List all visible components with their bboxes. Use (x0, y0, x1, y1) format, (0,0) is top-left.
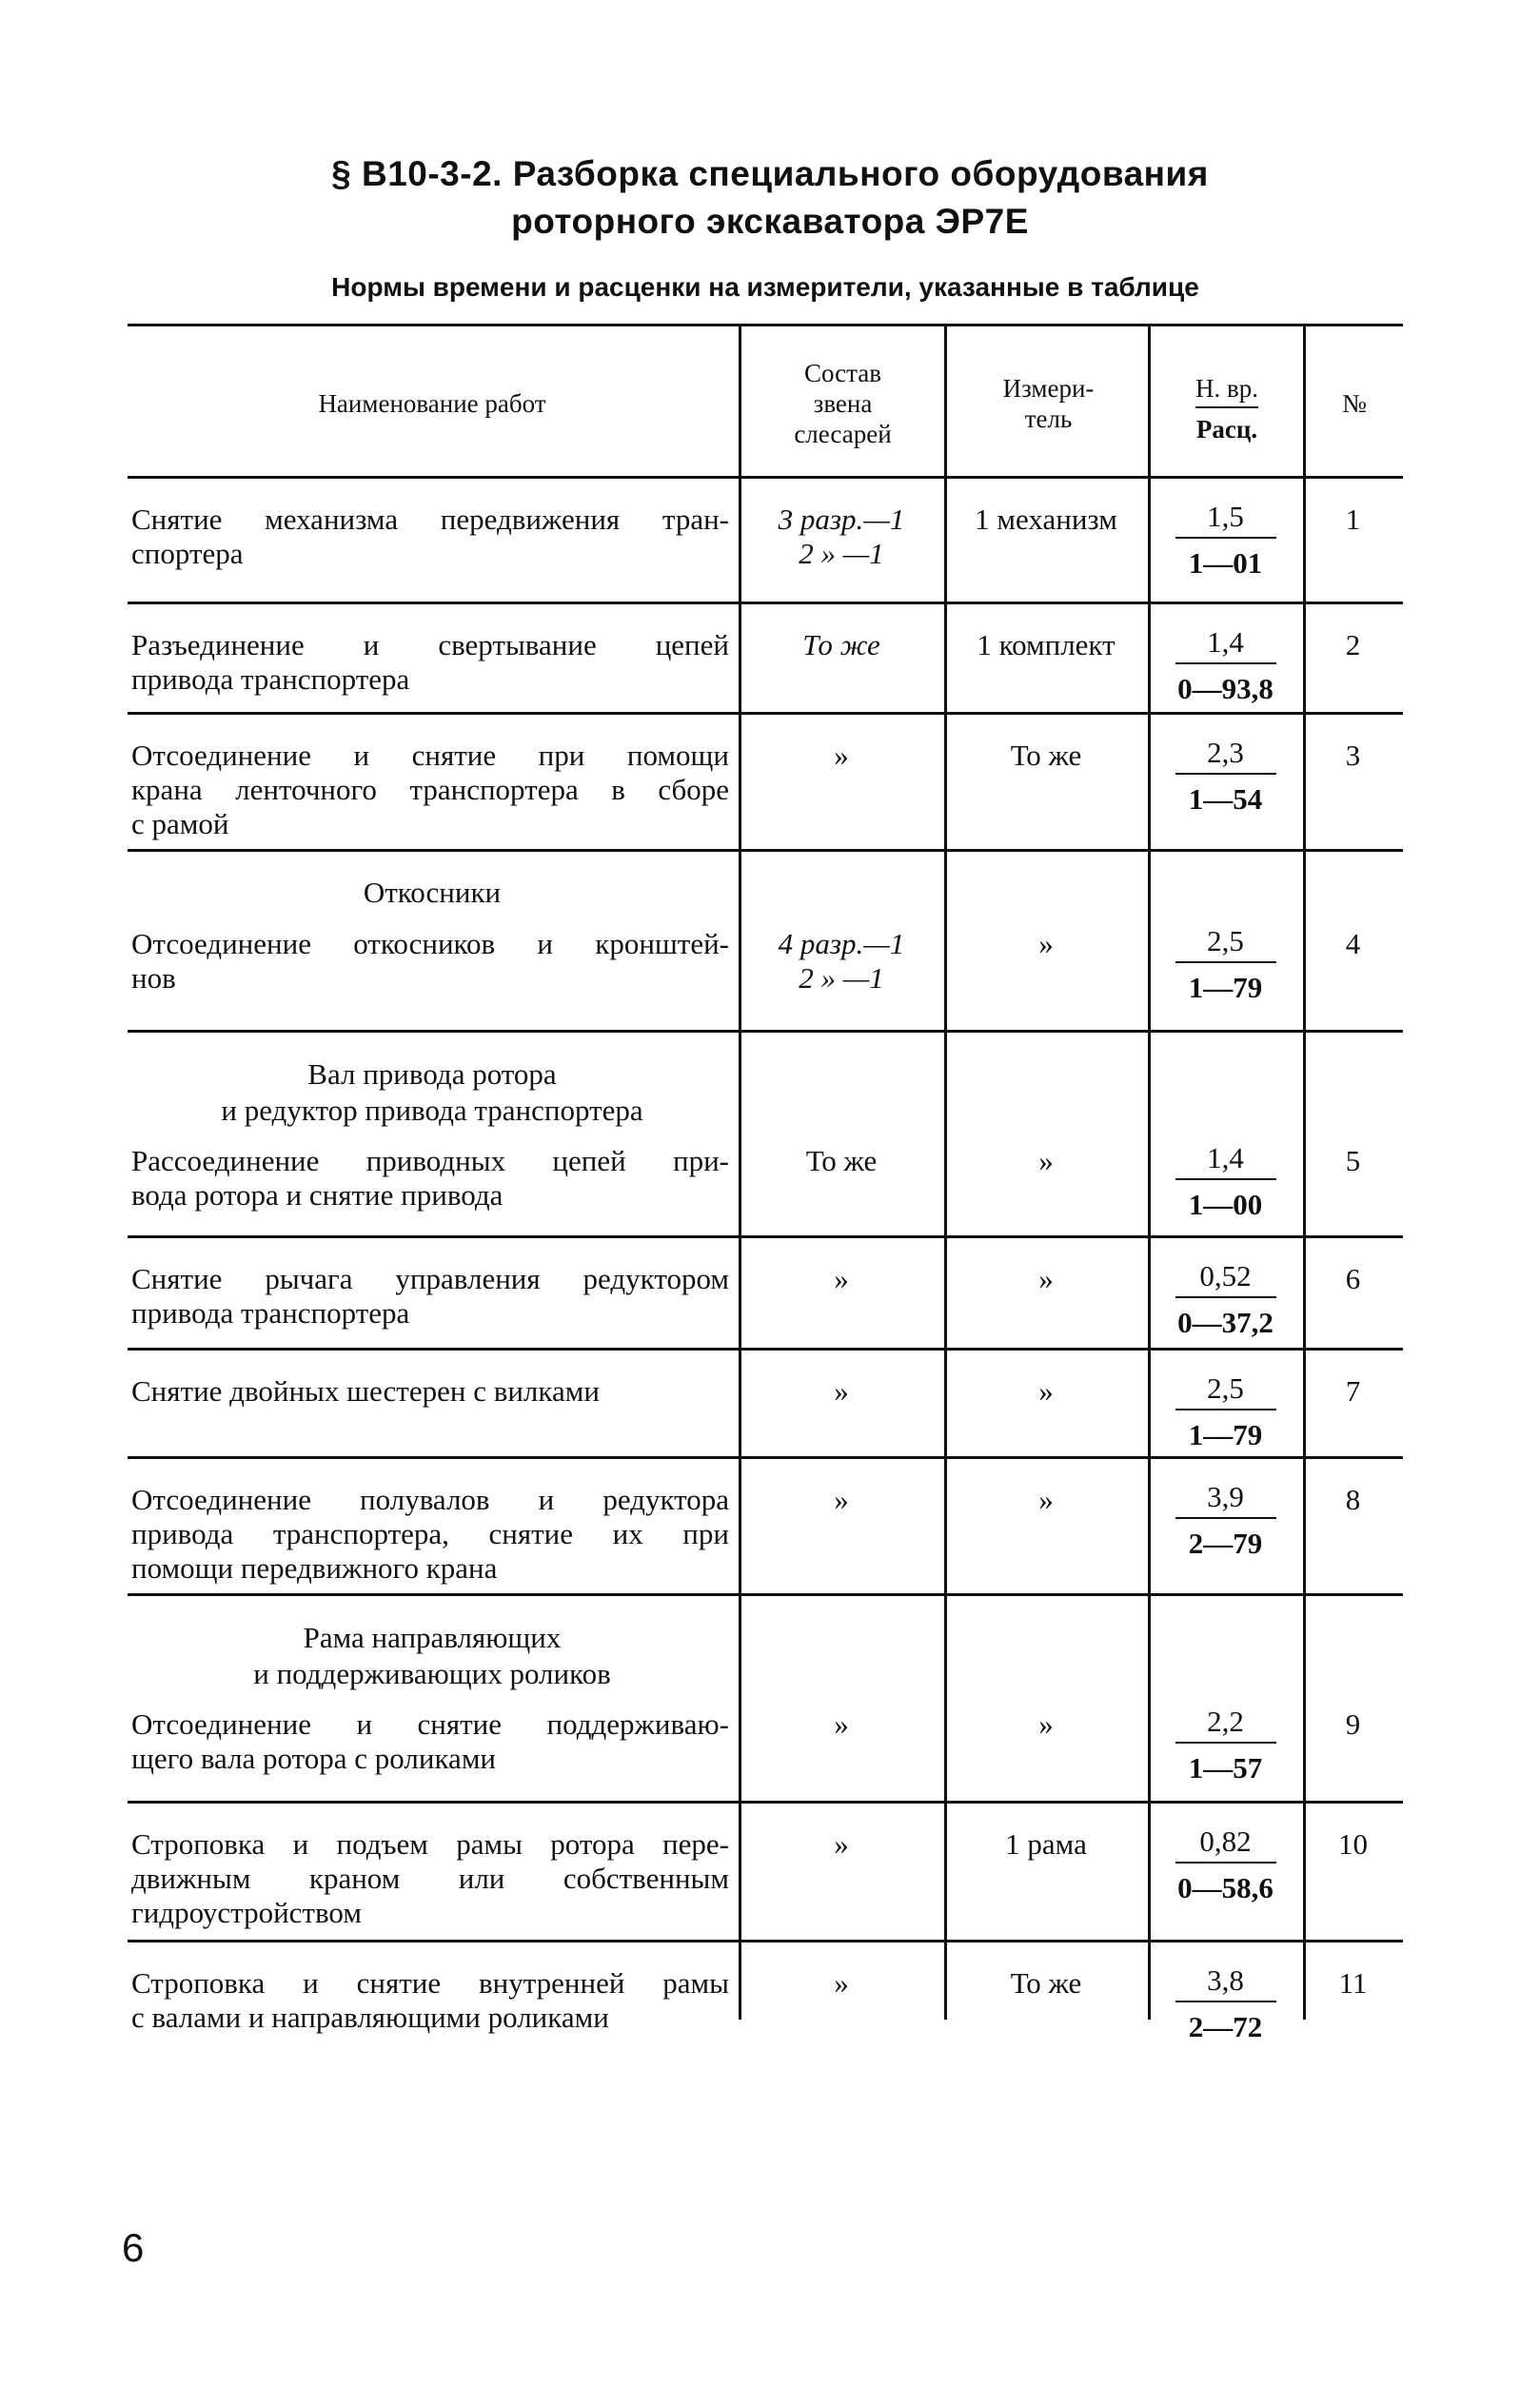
section-heading-line: Рама направляющих (303, 1621, 562, 1654)
crew-composition-line: » (834, 1262, 849, 1295)
work-description (131, 1966, 729, 2035)
work-description (131, 927, 729, 996)
norm-time: 2,5 (1175, 1372, 1276, 1410)
work-description (131, 1144, 729, 1213)
section-heading-line: Откосники (363, 876, 502, 909)
meter-unit: То же (1010, 1966, 1082, 2000)
crew-composition-line: 4 разр.—1 (778, 927, 905, 960)
crew-composition-line: То же (805, 1144, 878, 1177)
row-divider (128, 1235, 1403, 1238)
crew-composition (739, 1707, 944, 1742)
work-description-line: гидроустройством (131, 1896, 362, 1929)
table-subtitle: Нормы времени и расценки на измерители, указанные в таблице (331, 272, 1199, 302)
work-description (131, 739, 729, 841)
section-heading-line: Вал привода ротора (307, 1057, 557, 1091)
price-rate: 2—79 (1188, 1527, 1263, 1560)
crew-composition (739, 1483, 944, 1517)
work-description-line: щего вала ротора с роликами (131, 1742, 497, 1775)
work-description-line: Отсоединение откосников и кронштей- (131, 927, 729, 960)
crew-composition-line: » (834, 1483, 849, 1516)
norm-and-price (1148, 1142, 1303, 1222)
meter-unit: » (1038, 1707, 1054, 1741)
work-description-line: Рассоединение приводных цепей при- (131, 1144, 729, 1177)
norm-time-wrap (1148, 1825, 1303, 1864)
page-number: 6 (122, 2225, 145, 2270)
work-description (131, 1483, 729, 1586)
crew-composition (739, 1144, 944, 1178)
norm-time: 0,82 (1175, 1825, 1276, 1864)
header-number: № (1342, 389, 1367, 418)
work-description-line: с валами и направляющими роликами (131, 2001, 609, 2034)
norm-time: 1,4 (1175, 1142, 1276, 1180)
section-heading-line: и редуктор привода транспортера (221, 1094, 643, 1127)
price-rate: 1—54 (1188, 782, 1263, 816)
work-description-line: помощи передвижного крана (131, 1551, 498, 1585)
crew-composition (739, 1827, 944, 1862)
row-section-heading (147, 876, 718, 910)
work-description (131, 1707, 729, 1776)
work-description (131, 1374, 729, 1409)
meter-unit: 1 рама (1005, 1827, 1087, 1861)
work-description-line: спортера (131, 537, 244, 570)
work-description-line: с рамой (131, 807, 229, 840)
section-title (0, 150, 1540, 246)
norm-and-price (1148, 925, 1303, 1005)
crew-composition-line: То же (802, 628, 880, 661)
norm-time: 2,3 (1175, 737, 1276, 775)
norm-time: 1,4 (1175, 626, 1276, 664)
crew-composition (739, 1262, 944, 1296)
work-description-line: Снятие механизма передвижения тран- (131, 503, 729, 536)
row-number: 7 (1345, 1374, 1361, 1408)
work-description-line: привода транспортера (131, 1296, 410, 1330)
norm-time: 2,2 (1175, 1706, 1276, 1744)
header-meter-line: тель (1024, 404, 1073, 433)
crew-composition-line: 3 разр.—1 (778, 503, 905, 536)
row-number: 10 (1338, 1827, 1368, 1861)
row-divider (128, 602, 1403, 604)
norm-time-wrap (1148, 1964, 1303, 2002)
crew-composition (739, 739, 944, 773)
norm-time: 1,5 (1175, 501, 1276, 539)
row-divider (128, 1940, 1403, 1943)
norm-time-wrap (1148, 501, 1303, 539)
row-divider (128, 1030, 1403, 1033)
header-meter-line: Измери- (1002, 374, 1095, 403)
work-description (131, 503, 729, 571)
norm-time: 3,9 (1175, 1481, 1276, 1519)
work-description-line: Строповка и снятие внутренней рамы (131, 1966, 729, 2000)
work-description-line: нов (131, 961, 176, 995)
title-line-1: § В10-3-2. Разборка специального оборудования (331, 154, 1209, 193)
work-description-line: привода транспортера, снятие их при (131, 1517, 729, 1550)
crew-composition-line: » (834, 739, 849, 772)
norm-time-wrap (1148, 737, 1303, 775)
work-description-line: Снятие рычага управления редуктором (131, 1262, 729, 1295)
row-divider (128, 1456, 1403, 1459)
work-description-line: движным краном или собственным (131, 1862, 729, 1895)
norm-and-price (1148, 501, 1303, 581)
crew-composition (739, 628, 944, 662)
price-rate: 0—93,8 (1177, 672, 1273, 705)
work-description-line: Снятие двойных шестерен с вилками (131, 1374, 600, 1408)
crew-composition (739, 927, 944, 996)
work-description-line: вода ротора и снятие привода (131, 1178, 503, 1212)
row-number: 4 (1345, 927, 1361, 960)
meter-unit: » (1038, 1144, 1054, 1177)
crew-composition-line: 2 » —1 (799, 537, 884, 570)
row-divider (128, 1348, 1403, 1351)
row-section-heading (147, 1620, 718, 1692)
crew-composition-line: » (834, 1827, 849, 1861)
crew-composition-line: 2 » —1 (799, 961, 884, 995)
row-divider (128, 1593, 1403, 1596)
work-description-line: крана ленточного транспортера в сборе (131, 773, 729, 806)
work-description (131, 628, 729, 697)
norm-time: 2,5 (1175, 925, 1276, 963)
crew-composition (739, 503, 944, 571)
norm-and-price (1148, 1372, 1303, 1452)
row-divider (128, 1801, 1403, 1804)
price-rate: 0—58,6 (1177, 1871, 1273, 1904)
norm-time-wrap (1148, 1372, 1303, 1410)
row-number: 5 (1345, 1144, 1361, 1177)
norm-and-price (1148, 1481, 1303, 1561)
header-norm (1151, 373, 1303, 444)
header-rule (128, 476, 1403, 479)
price-rate: 1—57 (1188, 1751, 1263, 1785)
norm-and-price (1148, 1964, 1303, 2044)
meter-unit: » (1038, 1374, 1054, 1408)
norm-and-price (1148, 1706, 1303, 1785)
norm-time-wrap (1148, 1481, 1303, 1519)
row-number: 2 (1345, 628, 1361, 661)
meter-unit: » (1038, 1262, 1054, 1295)
crew-composition (739, 1374, 944, 1409)
meter-unit: 1 механизм (975, 503, 1117, 536)
meter-unit: 1 комплект (977, 628, 1116, 661)
header-crew-line: звена (813, 389, 873, 418)
meter-unit: » (1038, 1483, 1054, 1516)
work-description (131, 1262, 729, 1331)
header-crew (741, 358, 944, 449)
price-rate: 1—79 (1188, 1418, 1263, 1451)
meter-unit: » (1038, 927, 1054, 960)
row-number: 9 (1345, 1707, 1361, 1741)
row-number: 1 (1345, 503, 1361, 536)
crew-composition-line: » (834, 1966, 849, 2000)
work-description-line: Отсоединение полувалов и редуктора (131, 1483, 729, 1516)
norm-time: 0,52 (1175, 1260, 1276, 1298)
row-number: 3 (1345, 739, 1361, 772)
work-description-line: Отсоединение и снятие при помощи (131, 739, 729, 772)
crew-composition-line: » (834, 1707, 849, 1741)
crew-composition (739, 1966, 944, 2001)
norm-time: 3,8 (1175, 1964, 1276, 2002)
norm-time-wrap (1148, 1260, 1303, 1298)
row-number: 8 (1345, 1483, 1361, 1516)
norm-and-price (1148, 737, 1303, 817)
header-norm-time: Н. вр. (1195, 373, 1258, 408)
row-divider (128, 712, 1403, 715)
norm-time-wrap (1148, 1142, 1303, 1180)
table-top-rule (128, 324, 1403, 326)
row-number: 11 (1338, 1966, 1368, 2000)
norm-and-price (1148, 1825, 1303, 1905)
price-rate: 1—00 (1188, 1188, 1263, 1221)
norm-time-wrap (1148, 925, 1303, 963)
section-heading-line: и поддерживающих роликов (253, 1657, 611, 1690)
price-rate: 1—79 (1188, 971, 1263, 1004)
norm-and-price (1148, 1260, 1303, 1340)
row-number: 6 (1345, 1262, 1361, 1295)
header-crew-line: Состав (803, 359, 882, 387)
work-description (131, 1827, 729, 1930)
header-norm-price: Расц. (1195, 415, 1258, 444)
price-rate: 0—37,2 (1177, 1306, 1273, 1339)
norm-time-wrap (1148, 626, 1303, 664)
work-description-line: привода транспортера (131, 662, 410, 696)
meter-unit: То же (1010, 739, 1082, 772)
header-work-name: Наименование работ (318, 389, 546, 418)
crew-composition-line: » (834, 1374, 849, 1408)
header-crew-line: слесарей (794, 420, 892, 448)
work-description-line: Разъединение и свертывание цепей (131, 628, 729, 661)
price-rate: 2—72 (1188, 2010, 1263, 2043)
work-description-line: Отсоединение и снятие поддерживаю- (131, 1707, 729, 1741)
norm-and-price (1148, 626, 1303, 706)
row-section-heading (147, 1056, 718, 1129)
work-description-line: Строповка и подъем рамы ротора пере- (131, 1827, 729, 1861)
header-meter (947, 373, 1150, 434)
title-line-2: роторного экскаватора ЭР7Е (511, 202, 1029, 241)
price-rate: 1—01 (1188, 546, 1263, 580)
row-divider (128, 849, 1403, 852)
norm-time-wrap (1148, 1706, 1303, 1744)
